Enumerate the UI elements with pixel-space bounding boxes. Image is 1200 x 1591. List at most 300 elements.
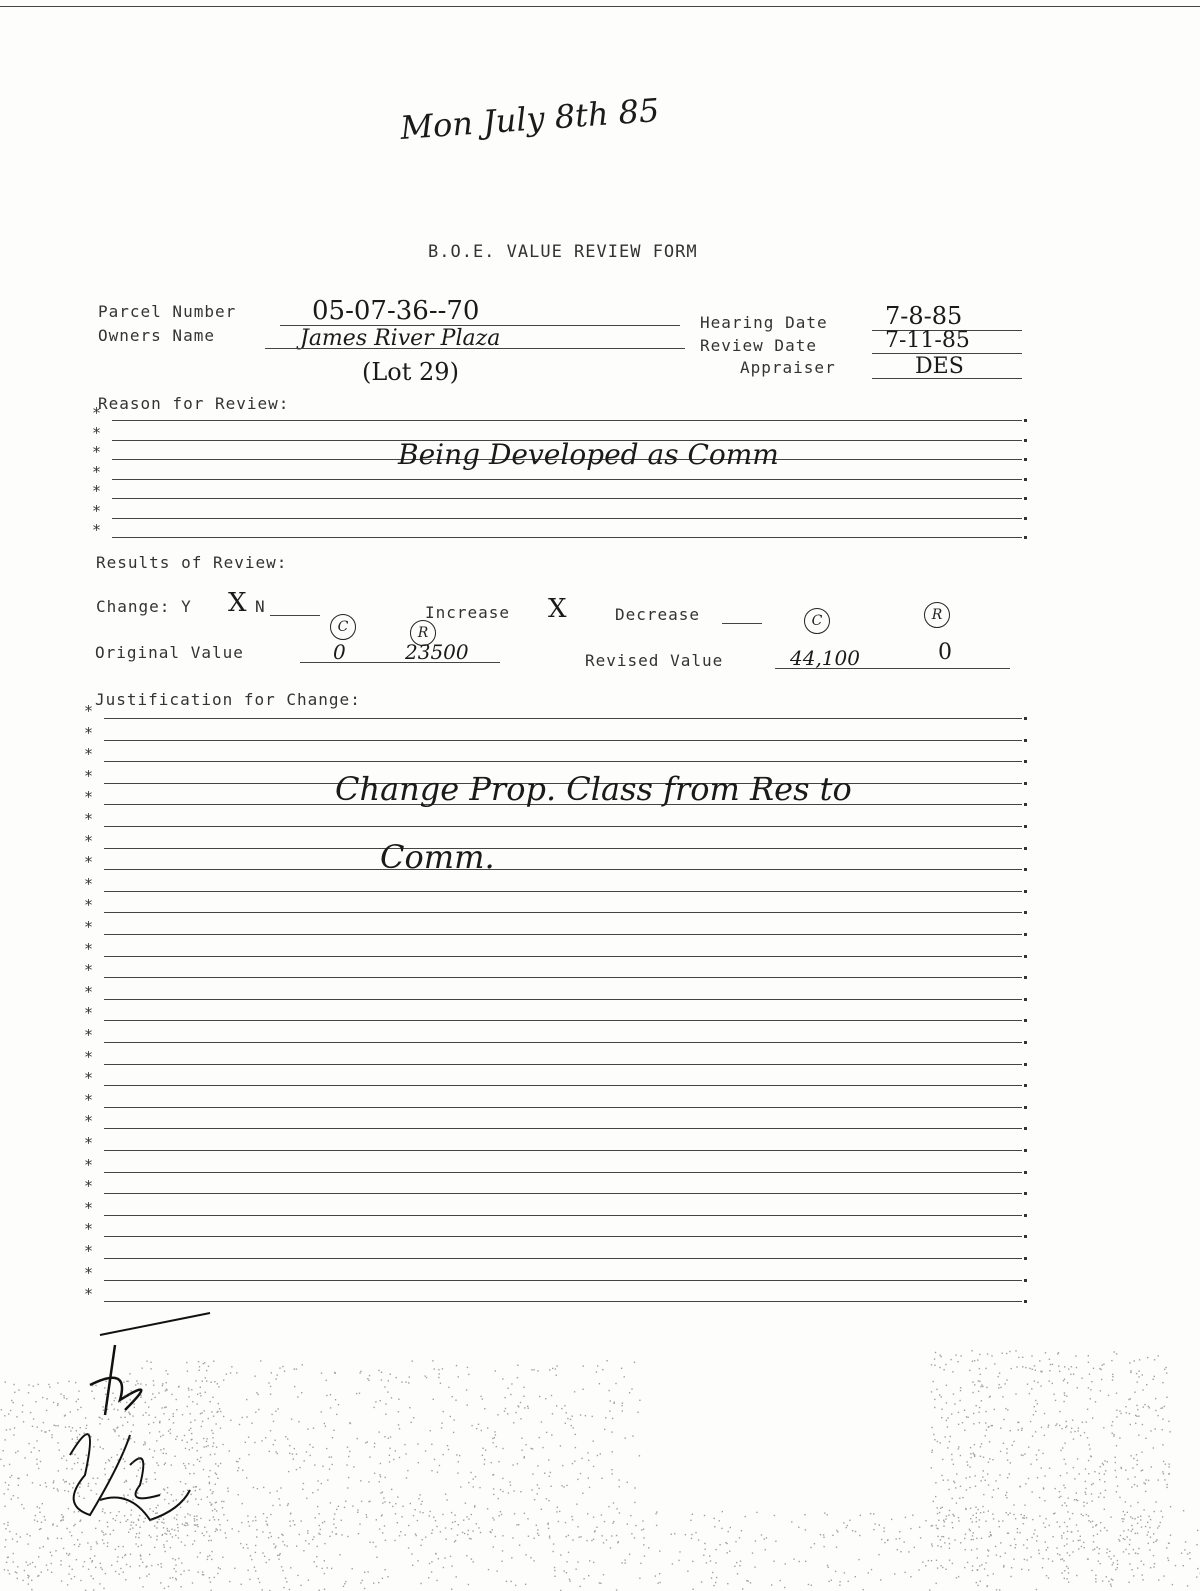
- noise-dot: [53, 1402, 54, 1403]
- noise-dot: [72, 1427, 73, 1428]
- noise-dot: [200, 1457, 201, 1458]
- noise-dot: [190, 1428, 191, 1429]
- noise-dot: [381, 1379, 382, 1380]
- noise-dot: [556, 1405, 557, 1406]
- noise-dot: [1154, 1563, 1155, 1564]
- noise-dot: [849, 1520, 850, 1521]
- noise-dot: [502, 1535, 503, 1536]
- noise-dot: [947, 1426, 948, 1427]
- noise-dot: [1145, 1479, 1146, 1480]
- noise-dot: [1110, 1516, 1111, 1517]
- noise-dot: [827, 1565, 828, 1566]
- increase-mark: X: [548, 594, 567, 624]
- noise-dot: [1164, 1479, 1165, 1480]
- noise-dot: [811, 1585, 812, 1586]
- noise-dot: [1123, 1518, 1124, 1519]
- circle-r-original: R: [410, 620, 436, 646]
- noise-dot: [480, 1532, 481, 1533]
- noise-dot: [982, 1386, 983, 1387]
- noise-dot: [1065, 1427, 1066, 1428]
- noise-dot: [592, 1416, 593, 1417]
- noise-dot: [1099, 1473, 1100, 1474]
- noise-dot: [115, 1571, 116, 1572]
- noise-dot: [382, 1578, 383, 1579]
- noise-dot: [321, 1411, 322, 1412]
- noise-dot: [1169, 1473, 1170, 1474]
- noise-dot: [165, 1370, 166, 1371]
- noise-dot: [879, 1524, 880, 1525]
- noise-dot: [216, 1510, 217, 1511]
- noise-dot: [951, 1459, 952, 1460]
- noise-dot: [1028, 1478, 1029, 1479]
- noise-dot: [181, 1586, 182, 1587]
- noise-dot: [931, 1452, 932, 1453]
- noise-dot: [220, 1411, 221, 1412]
- noise-dot: [212, 1433, 213, 1434]
- noise-dot: [53, 1488, 54, 1489]
- noise-dot: [957, 1361, 958, 1362]
- noise-dot: [394, 1540, 395, 1541]
- noise-dot: [1066, 1425, 1067, 1426]
- noise-dot: [301, 1520, 302, 1521]
- noise-dot: [20, 1536, 21, 1537]
- noise-dot: [964, 1538, 965, 1539]
- noise-dot: [63, 1479, 64, 1480]
- noise-dot: [211, 1551, 212, 1552]
- noise-dot: [919, 1527, 920, 1528]
- noise-dot: [507, 1388, 508, 1389]
- noise-dot: [58, 1470, 59, 1471]
- noise-dot: [985, 1435, 986, 1436]
- noise-dot: [327, 1479, 328, 1480]
- noise-dot: [980, 1512, 981, 1513]
- noise-dot: [374, 1473, 375, 1474]
- noise-dot: [411, 1553, 412, 1554]
- noise-dot: [554, 1570, 555, 1571]
- noise-dot: [111, 1565, 112, 1566]
- original-value-label: Original Value: [95, 643, 244, 662]
- noise-dot: [980, 1374, 981, 1375]
- noise-dot: [267, 1524, 268, 1525]
- noise-dot: [211, 1559, 212, 1560]
- noise-dot: [407, 1470, 408, 1471]
- noise-dot: [111, 1457, 112, 1458]
- noise-dot: [387, 1391, 388, 1392]
- noise-dot: [1036, 1459, 1037, 1460]
- noise-dot: [873, 1529, 874, 1530]
- line-end-dot: [1024, 1192, 1027, 1195]
- noise-dot: [1127, 1512, 1128, 1513]
- noise-dot: [182, 1414, 183, 1415]
- noise-dot: [102, 1448, 103, 1449]
- noise-dot: [962, 1422, 963, 1423]
- noise-dot: [417, 1520, 418, 1521]
- noise-dot: [227, 1488, 228, 1489]
- noise-dot: [72, 1487, 73, 1488]
- noise-dot: [173, 1500, 174, 1501]
- noise-dot: [176, 1519, 177, 1520]
- noise-dot: [149, 1535, 150, 1536]
- noise-dot: [493, 1546, 494, 1547]
- noise-dot: [1126, 1412, 1127, 1413]
- noise-dot: [329, 1457, 330, 1458]
- noise-dot: [148, 1424, 149, 1425]
- noise-dot: [77, 1437, 78, 1438]
- noise-dot: [241, 1584, 242, 1585]
- noise-dot: [1000, 1556, 1001, 1557]
- noise-dot: [625, 1437, 626, 1438]
- noise-dot: [495, 1434, 496, 1435]
- noise-dot: [548, 1523, 549, 1524]
- noise-dot: [729, 1550, 730, 1551]
- noise-dot: [187, 1490, 188, 1491]
- noise-dot: [1073, 1467, 1074, 1468]
- noise-dot: [1030, 1464, 1031, 1465]
- noise-dot: [1148, 1543, 1149, 1544]
- noise-dot: [175, 1439, 176, 1440]
- noise-dot: [500, 1489, 501, 1490]
- noise-dot: [1005, 1408, 1006, 1409]
- noise-dot: [286, 1581, 287, 1582]
- noise-dot: [1071, 1428, 1072, 1429]
- noise-dot: [63, 1519, 64, 1520]
- noise-dot: [117, 1459, 118, 1460]
- noise-dot: [31, 1580, 32, 1581]
- noise-dot: [1092, 1527, 1093, 1528]
- noise-dot: [447, 1445, 448, 1446]
- noise-dot: [158, 1392, 159, 1393]
- noise-dot: [170, 1429, 171, 1430]
- noise-dot: [145, 1402, 146, 1403]
- noise-dot: [196, 1443, 197, 1444]
- noise-dot: [1003, 1566, 1004, 1567]
- noise-dot: [159, 1422, 160, 1423]
- noise-dot: [451, 1565, 452, 1566]
- noise-dot: [59, 1450, 60, 1451]
- change-underline: [270, 615, 320, 616]
- noise-dot: [1059, 1497, 1060, 1498]
- line-marker: *: [84, 1090, 94, 1109]
- noise-dot: [172, 1536, 173, 1537]
- noise-dot: [284, 1371, 285, 1372]
- noise-dot: [517, 1365, 518, 1366]
- noise-dot: [114, 1400, 115, 1401]
- noise-dot: [1119, 1437, 1120, 1438]
- noise-dot: [572, 1519, 573, 1520]
- noise-dot: [835, 1571, 836, 1572]
- line-end-dot: [1024, 458, 1027, 461]
- noise-dot: [436, 1580, 437, 1581]
- noise-dot: [140, 1558, 141, 1559]
- noise-dot: [7, 1489, 8, 1490]
- noise-dot: [949, 1560, 950, 1561]
- noise-dot: [953, 1393, 954, 1394]
- noise-dot: [1168, 1560, 1169, 1561]
- noise-dot: [1071, 1531, 1072, 1532]
- noise-dot: [965, 1534, 966, 1535]
- noise-dot: [193, 1473, 194, 1474]
- noise-dot: [932, 1545, 933, 1546]
- noise-dot: [1060, 1450, 1061, 1451]
- noise-dot: [1064, 1522, 1065, 1523]
- noise-dot: [698, 1539, 699, 1540]
- noise-dot: [603, 1542, 604, 1543]
- noise-dot: [685, 1534, 686, 1535]
- noise-dot: [118, 1546, 119, 1547]
- noise-dot: [11, 1499, 12, 1500]
- noise-dot: [641, 1529, 642, 1530]
- noise-dot: [994, 1409, 995, 1410]
- noise-dot: [66, 1528, 67, 1529]
- noise-dot: [379, 1474, 380, 1475]
- noise-dot: [380, 1476, 381, 1477]
- noise-dot: [38, 1384, 39, 1385]
- noise-dot: [512, 1537, 513, 1538]
- noise-dot: [627, 1524, 628, 1525]
- noise-dot: [1016, 1366, 1017, 1367]
- noise-dot: [931, 1467, 932, 1468]
- noise-dot: [369, 1456, 370, 1457]
- noise-dot: [33, 1386, 34, 1387]
- noise-dot: [107, 1522, 108, 1523]
- noise-dot: [187, 1535, 188, 1536]
- noise-dot: [1129, 1544, 1130, 1545]
- noise-dot: [174, 1529, 175, 1530]
- noise-dot: [133, 1462, 134, 1463]
- noise-dot: [998, 1376, 999, 1377]
- noise-dot: [978, 1380, 979, 1381]
- noise-dot: [80, 1520, 81, 1521]
- noise-dot: [596, 1371, 597, 1372]
- noise-dot: [373, 1407, 374, 1408]
- line-end-dot: [1024, 998, 1027, 1001]
- noise-dot: [579, 1537, 580, 1538]
- noise-dot: [501, 1514, 502, 1515]
- noise-dot: [780, 1580, 781, 1581]
- noise-dot: [141, 1508, 142, 1509]
- noise-dot: [80, 1483, 81, 1484]
- noise-dot: [71, 1535, 72, 1536]
- noise-dot: [16, 1572, 17, 1573]
- noise-dot: [156, 1527, 157, 1528]
- noise-dot: [204, 1410, 205, 1411]
- noise-dot: [805, 1561, 806, 1562]
- noise-dot: [434, 1459, 435, 1460]
- noise-dot: [1076, 1499, 1077, 1500]
- noise-dot: [980, 1446, 981, 1447]
- noise-dot: [269, 1559, 270, 1560]
- noise-dot: [1012, 1445, 1013, 1446]
- noise-dot: [31, 1452, 32, 1453]
- noise-dot: [1032, 1369, 1033, 1370]
- noise-dot: [234, 1568, 235, 1569]
- noise-dot: [1085, 1488, 1086, 1489]
- noise-dot: [547, 1524, 548, 1525]
- line-end-dot: [1024, 760, 1027, 763]
- noise-dot: [952, 1498, 953, 1499]
- noise-dot: [296, 1545, 297, 1546]
- noise-dot: [208, 1366, 209, 1367]
- noise-dot: [209, 1520, 210, 1521]
- noise-dot: [613, 1521, 614, 1522]
- noise-dot: [1117, 1567, 1118, 1568]
- noise-dot: [959, 1498, 960, 1499]
- noise-dot: [22, 1411, 23, 1412]
- noise-dot: [358, 1533, 359, 1534]
- noise-dot: [316, 1566, 317, 1567]
- noise-dot: [1187, 1553, 1188, 1554]
- noise-dot: [202, 1381, 203, 1382]
- noise-dot: [445, 1539, 446, 1540]
- noise-dot: [622, 1410, 623, 1411]
- noise-dot: [163, 1522, 164, 1523]
- noise-dot: [494, 1431, 495, 1432]
- noise-dot: [200, 1413, 201, 1414]
- noise-dot: [178, 1386, 179, 1387]
- line-end-dot: [1024, 517, 1027, 520]
- noise-dot: [1130, 1372, 1131, 1373]
- noise-dot: [1048, 1577, 1049, 1578]
- noise-dot: [16, 1416, 17, 1417]
- noise-dot: [1041, 1467, 1042, 1468]
- noise-dot: [966, 1489, 967, 1490]
- noise-dot: [175, 1535, 176, 1536]
- noise-dot: [22, 1405, 23, 1406]
- noise-dot: [275, 1546, 276, 1547]
- noise-dot: [1028, 1569, 1029, 1570]
- noise-dot: [935, 1496, 936, 1497]
- noise-dot: [336, 1509, 337, 1510]
- noise-dot: [28, 1384, 29, 1385]
- noise-dot: [1062, 1558, 1063, 1559]
- noise-dot: [573, 1427, 574, 1428]
- noise-dot: [940, 1356, 941, 1357]
- noise-dot: [130, 1554, 131, 1555]
- noise-dot: [313, 1536, 314, 1537]
- noise-dot: [146, 1478, 147, 1479]
- noise-dot: [131, 1521, 132, 1522]
- noise-dot: [1085, 1492, 1086, 1493]
- noise-dot: [209, 1577, 210, 1578]
- noise-dot: [197, 1556, 198, 1557]
- noise-dot: [346, 1464, 347, 1465]
- noise-dot: [493, 1442, 494, 1443]
- noise-dot: [324, 1560, 325, 1561]
- noise-dot: [450, 1416, 451, 1417]
- noise-dot: [66, 1553, 67, 1554]
- noise-dot: [268, 1382, 269, 1383]
- noise-dot: [102, 1406, 103, 1407]
- noise-dot: [1066, 1421, 1067, 1422]
- noise-dot: [399, 1428, 400, 1429]
- noise-dot: [152, 1457, 153, 1458]
- noise-dot: [80, 1580, 81, 1581]
- noise-dot: [719, 1544, 720, 1545]
- noise-dot: [1100, 1390, 1101, 1391]
- noise-dot: [1184, 1549, 1185, 1550]
- noise-dot: [142, 1368, 143, 1369]
- noise-dot: [129, 1394, 130, 1395]
- noise-dot: [1033, 1533, 1034, 1534]
- noise-dot: [28, 1443, 29, 1444]
- noise-dot: [959, 1400, 960, 1401]
- noise-dot: [430, 1430, 431, 1431]
- noise-dot: [118, 1574, 119, 1575]
- noise-dot: [712, 1572, 713, 1573]
- noise-dot: [104, 1468, 105, 1469]
- noise-dot: [562, 1465, 563, 1466]
- noise-dot: [952, 1371, 953, 1372]
- noise-dot: [1154, 1511, 1155, 1512]
- noise-dot: [205, 1392, 206, 1393]
- noise-dot: [935, 1482, 936, 1483]
- noise-dot: [333, 1518, 334, 1519]
- noise-dot: [1102, 1463, 1103, 1464]
- noise-dot: [976, 1521, 977, 1522]
- noise-dot: [719, 1520, 720, 1521]
- noise-dot: [881, 1539, 882, 1540]
- noise-dot: [55, 1550, 56, 1551]
- noise-dot: [1133, 1575, 1134, 1576]
- noise-dot: [1089, 1444, 1090, 1445]
- noise-dot: [1073, 1438, 1074, 1439]
- noise-dot: [335, 1527, 336, 1528]
- noise-dot: [213, 1416, 214, 1417]
- noise-dot: [434, 1368, 435, 1369]
- noise-dot: [388, 1438, 389, 1439]
- noise-dot: [71, 1578, 72, 1579]
- noise-dot: [120, 1417, 121, 1418]
- noise-dot: [1000, 1451, 1001, 1452]
- noise-dot: [549, 1536, 550, 1537]
- noise-dot: [250, 1555, 251, 1556]
- noise-dot: [283, 1587, 284, 1588]
- noise-dot: [537, 1493, 538, 1494]
- noise-dot: [1066, 1578, 1067, 1579]
- noise-dot: [960, 1387, 961, 1388]
- noise-dot: [1125, 1501, 1126, 1502]
- noise-dot: [691, 1538, 692, 1539]
- noise-dot: [560, 1445, 561, 1446]
- noise-dot: [1010, 1545, 1011, 1546]
- noise-dot: [754, 1566, 755, 1567]
- noise-dot: [691, 1534, 692, 1535]
- noise-dot: [1064, 1545, 1065, 1546]
- noise-dot: [1142, 1424, 1143, 1425]
- noise-dot: [130, 1514, 131, 1515]
- noise-dot: [289, 1521, 290, 1522]
- noise-dot: [333, 1524, 334, 1525]
- noise-dot: [1112, 1421, 1113, 1422]
- noise-dot: [935, 1352, 936, 1353]
- noise-dot: [345, 1501, 346, 1502]
- noise-dot: [385, 1403, 386, 1404]
- noise-dot: [74, 1454, 75, 1455]
- noise-dot: [306, 1451, 307, 1452]
- noise-dot: [127, 1381, 128, 1382]
- noise-dot: [722, 1511, 723, 1512]
- noise-dot: [183, 1570, 184, 1571]
- noise-dot: [992, 1513, 993, 1514]
- noise-dot: [1070, 1431, 1071, 1432]
- noise-dot: [157, 1564, 158, 1565]
- noise-dot: [839, 1585, 840, 1586]
- noise-dot: [1049, 1468, 1050, 1469]
- noise-dot: [432, 1360, 433, 1361]
- noise-dot: [128, 1532, 129, 1533]
- noise-dot: [269, 1492, 270, 1493]
- noise-dot: [976, 1538, 977, 1539]
